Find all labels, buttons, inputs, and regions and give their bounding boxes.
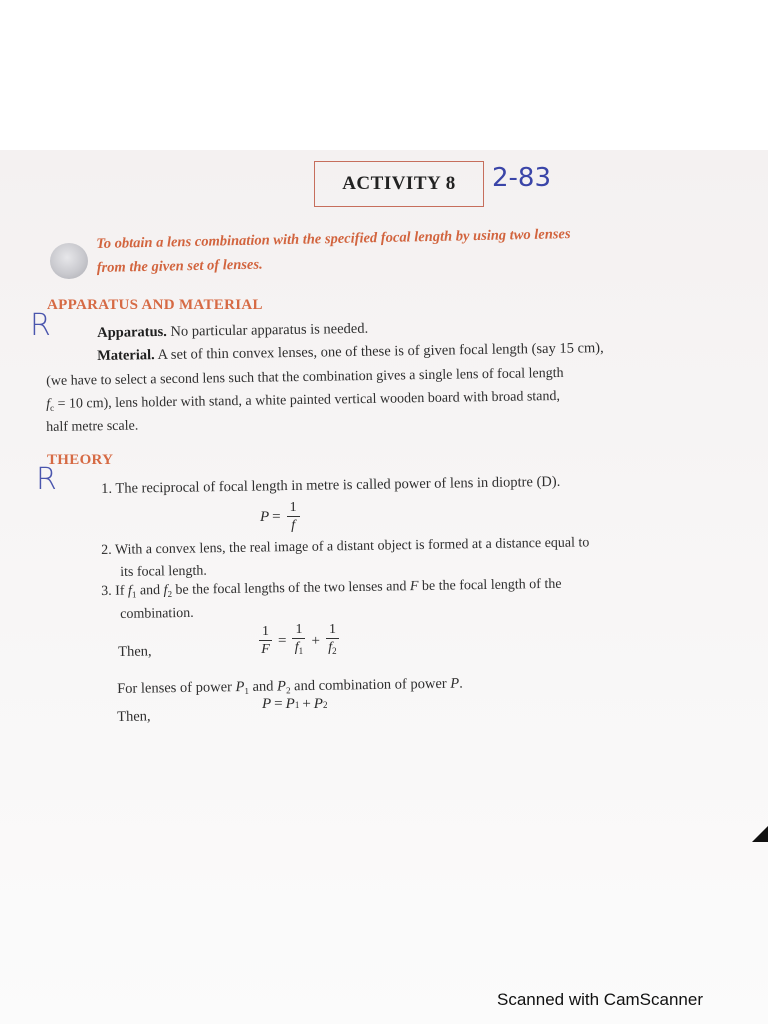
eq2-term2-sub: 2 <box>332 646 337 656</box>
margin-mark-theory: R <box>36 462 57 497</box>
material-f-symbol: f <box>46 396 51 412</box>
apparatus-heading: APPARATUS AND MATERIAL <box>47 297 263 313</box>
eq3-plus: + <box>302 696 311 712</box>
eq2-plus: + <box>311 632 320 649</box>
apparatus-text: No particular apparatus is needed. <box>170 320 369 340</box>
eq2-lhs-den: F <box>261 641 270 657</box>
aim-line-2: from the given set of lenses. <box>96 256 263 276</box>
apparatus-label: Apparatus. <box>97 323 167 341</box>
top-margin <box>0 0 768 150</box>
smudge-mark <box>50 243 88 279</box>
aim-line-1: To obtain a lens combination with the specified focal length by using two lenses <box>96 226 571 252</box>
eq2-lhs-fraction <box>259 624 272 659</box>
eq2-lhs-num: 1 <box>259 624 272 641</box>
eq1-numerator: 1 <box>287 500 300 517</box>
power-sum-equation <box>262 696 327 713</box>
eq2-term2-num: 1 <box>326 622 339 639</box>
power-P2-sub: 2 <box>285 685 291 696</box>
eq1-fraction <box>287 500 300 535</box>
eq2-term2-f: f <box>328 640 333 655</box>
eq3-t1-sub: 1 <box>294 699 300 710</box>
material-line-4: half metre scale. <box>46 418 139 435</box>
item3-F: F <box>409 579 419 595</box>
then-label-2: Then, <box>117 708 151 725</box>
then-label-1: Then, <box>118 643 152 660</box>
theory-item-3-line-2: combination. <box>120 605 194 622</box>
eq2-term1 <box>292 622 305 660</box>
material-line-2: (we have to select a second lens such that the combination gives a single lens of focal length <box>46 365 564 389</box>
power-P: P <box>450 675 460 692</box>
item3-f1: f <box>127 583 133 599</box>
material-label: Material. <box>97 347 155 364</box>
power-text-a: For lenses of power <box>117 679 236 697</box>
eq1-lhs: P <box>260 509 270 525</box>
eq2-term1-f: f <box>294 640 299 655</box>
power-end: . <box>459 675 463 692</box>
power-P2: P <box>276 678 287 695</box>
eq3-t2: P <box>313 696 323 712</box>
eq3-t1: P <box>285 696 295 712</box>
eq2-equals: = <box>278 632 287 649</box>
eq2-term1-sub: 1 <box>298 646 304 656</box>
eq3-lhs: P <box>262 696 272 712</box>
theory-item-1: 1. The reciprocal of focal length in metre is called power of lens in dioptre (D). <box>101 473 561 497</box>
power-text-b: and combination of power <box>290 675 451 695</box>
material-text-1: A set of thin convex lenses, one of these is of given focal length (say 15 cm), <box>157 340 604 364</box>
theory-heading: THEORY <box>47 452 114 468</box>
item3-and: and <box>136 583 164 599</box>
activity-title: ACTIVITY 8 <box>314 161 484 207</box>
eq3-equals: = <box>274 696 283 712</box>
item3-text-c: be the focal length of the <box>418 576 562 595</box>
theory-item-2-line-2: its focal length. <box>120 563 207 580</box>
camscanner-watermark: Scanned with CamScanner <box>497 990 704 1009</box>
power-equation <box>260 500 303 535</box>
power-and: and <box>248 678 278 695</box>
eq2-term2-den <box>328 639 336 660</box>
item3-f2: f <box>163 582 168 599</box>
eq1-equals: = <box>272 509 281 525</box>
material-f-sub: c <box>50 402 55 413</box>
eq2-term1-den <box>295 639 303 660</box>
page-edge-mark <box>752 826 768 842</box>
eq3-t2-sub: 2 <box>322 699 328 710</box>
eq2-term2 <box>326 622 339 660</box>
power-P1: P <box>235 679 245 696</box>
material-text-3: = 10 cm), lens holder with stand, a white painted vertical wooden board with broad stand, <box>53 388 561 412</box>
item3-f2-sub: 2 <box>167 588 173 599</box>
item3-text-b: be the focal lengths of the two lenses and <box>171 579 411 598</box>
theory-item-2-line-1: 2. With a convex lens, the real image of a distant object is formed at a distance equal to <box>101 535 590 558</box>
power-P1-sub: 1 <box>244 685 250 696</box>
lens-combination-equation <box>256 622 342 660</box>
item3-f1-sub: 1 <box>131 589 137 600</box>
handwritten-note: 2-83 <box>492 163 552 193</box>
eq1-denominator: f <box>291 518 296 533</box>
eq2-term1-num: 1 <box>292 622 305 639</box>
item3-text-a: 3. If <box>101 583 129 599</box>
margin-mark-apparatus: R <box>30 308 51 343</box>
